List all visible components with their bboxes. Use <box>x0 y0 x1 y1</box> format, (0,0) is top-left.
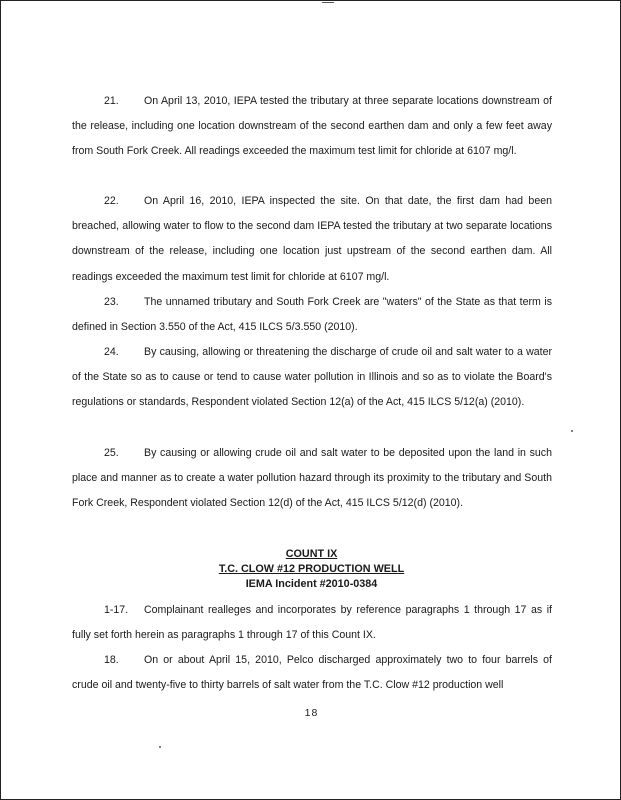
count-incident-number: IEMA Incident #2010-0384 <box>245 578 378 590</box>
count-heading-title <box>1 547 621 561</box>
count-heading-well <box>1 562 621 576</box>
paragraph-text: Complainant realleges and incorporates by reference paragraphs 1 through 17 as if fully set forth herein as paragraphs 1 through 17 of this Count IX. <box>72 604 552 642</box>
scan-speck <box>571 430 573 432</box>
paragraph-25 <box>72 441 552 517</box>
paragraph-text: The unnamed tributary and South Fork Creek are "waters" of the State as that term is defined in Section 3.550 of the Act, 415 ILCS 5/3.550 (2010). <box>72 296 552 334</box>
paragraph-number: 23. <box>104 296 119 308</box>
count-title: COUNT IX <box>285 548 338 560</box>
paragraph-number: 18. <box>104 654 119 666</box>
paragraph-number: 1-17. <box>104 604 129 616</box>
paragraph-21 <box>72 89 552 165</box>
count-heading-incident <box>1 577 621 591</box>
paragraph-text: On April 13, 2010, IEPA tested the tributary at three separate locations downstream of the release, including one location downstream of the second earthen dam and only a few feet away from South Fork Creek. All readings exceeded the maximum test limit for chloride at 6107 mg/l. <box>72 95 552 158</box>
paragraph-number: 22. <box>104 195 119 207</box>
paragraph-18 <box>72 648 552 698</box>
paragraph-text: By causing or allowing crude oil and salt water to be deposited upon the land in such place and manner as to create a water pollution hazard through its proximity to the tributary and South Fork Creek, Respondent violated Section 12(d) of the Act, 415 ILCS 5/12(d) (2010). <box>72 447 552 510</box>
paragraph-22 <box>72 189 552 290</box>
paragraph-text: On April 16, 2010, IEPA inspected the site. On that date, the first dam had been breached, allowing water to flow to the second dam IEPA tested the tributary at two separate locations downstream of the release, including one location just upstream of the second earthen dam. All readings exceeded the maximum test limit for chloride at 6107 mg/l. <box>72 195 552 283</box>
paragraph-number: 21. <box>104 95 119 107</box>
scan-speck <box>159 746 161 748</box>
paragraph-text: On or about April 15, 2010, Pelco discharged approximately two to four barrels of crude oil and twenty-five to thirty barrels of salt water from the T.C. Clow #12 production well <box>72 654 552 692</box>
paragraph-24 <box>72 340 552 416</box>
paragraph-text: By causing, allowing or threatening the discharge of crude oil and salt water to a water of the State so as to cause or tend to cause water pollution in Illinois and so as to violate the Board's regulations or standards, Respondent violated Section 12(a) of the Act, 415 ILCS 5/12(a) (2010). <box>72 346 552 409</box>
paragraph-23 <box>72 290 552 340</box>
paragraph-number: 24. <box>104 346 119 358</box>
page-number: 18 <box>304 707 319 719</box>
paragraph-number: 25. <box>104 447 119 459</box>
count-well-name: T.C. CLOW #12 PRODUCTION WELL <box>218 563 405 575</box>
scan-mark <box>322 2 334 3</box>
paragraph-1-17 <box>72 598 552 648</box>
